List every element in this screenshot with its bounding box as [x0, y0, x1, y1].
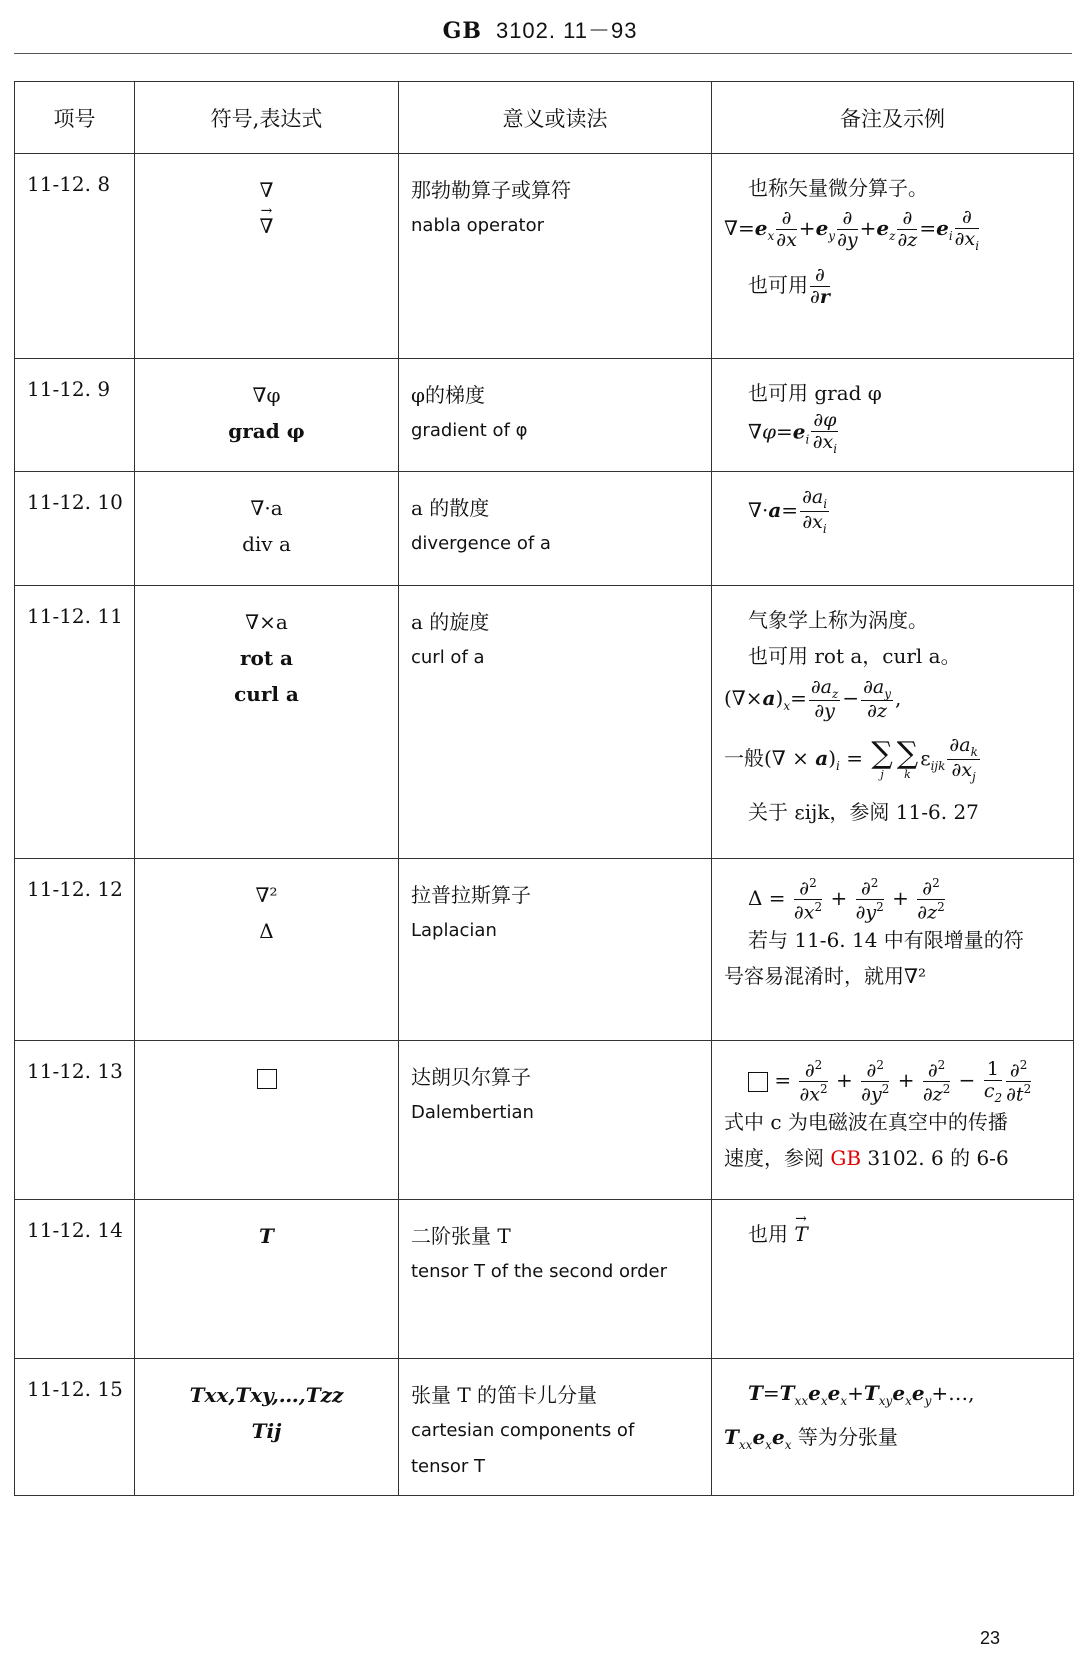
meaning-en: cartesian components of	[411, 1420, 635, 1441]
page-header	[0, 14, 1080, 45]
item-number: 11-12. 12	[15, 859, 135, 1041]
table-row	[15, 154, 1074, 359]
note-line: 也可用 $\frac{\partial}{\partial r}$	[748, 264, 830, 308]
note-line: 气象学上称为涡度。	[748, 608, 928, 632]
meaning-cell	[399, 1041, 712, 1200]
note-line: 也称矢量微分算子。	[748, 176, 928, 200]
symbol: ∇²	[255, 883, 278, 907]
meaning-en: tensor T of the second order	[411, 1261, 668, 1282]
table-row	[15, 359, 1074, 472]
note-line: 也可用 grad φ	[748, 381, 882, 405]
page-number: 23	[979, 1628, 1000, 1648]
notes-cell	[712, 154, 1074, 359]
notes-cell	[712, 586, 1074, 859]
symbol-cell	[135, 586, 399, 859]
item-number: 11-12. 13	[15, 1041, 135, 1200]
table-row	[15, 1359, 1074, 1496]
col-header-item: 项号	[15, 82, 135, 154]
symbol-cell	[135, 1200, 399, 1359]
symbol-cell	[135, 1359, 399, 1496]
table-header-row	[15, 82, 1074, 154]
meaning-cell	[399, 1200, 712, 1359]
symbols-table	[14, 81, 1074, 1496]
symbol: Txx,Txy,…,Tzz	[189, 1383, 344, 1407]
note-formula: $(\nabla\times a)_x=$ $\frac{\partial a_z}{\partial y}$ − $\frac{\partial a_y}{\partial z}$ ,	[724, 675, 902, 723]
note-line: $T_{xx}e_xe_x$ 等为分张量	[724, 1425, 898, 1452]
note-formula: = $\frac{\partial^2}{\partial x^2}$ + $\frac{\partial^2}{\partial y^2}$ + $\frac{\partial^2}{\partial z^2}$ − $\frac{1}{c_2}$ $\frac{\partial^2}{\partial t^2}$	[724, 1057, 1065, 1104]
notes-cell	[712, 359, 1074, 472]
symbol: ∇	[259, 178, 274, 202]
header-rule	[14, 53, 1072, 54]
symbol: Tij	[251, 1419, 282, 1443]
note-line: 若与 11-6. 14 中有限增量的符	[748, 928, 1024, 953]
square-symbol	[257, 1069, 277, 1089]
meaning-en: curl of a	[411, 647, 485, 668]
meaning-en: nabla operator	[411, 215, 545, 236]
meaning-cell	[399, 586, 712, 859]
meaning-cn: a 的散度	[411, 496, 490, 520]
meaning-cn: φ的梯度	[411, 383, 486, 407]
meaning-cn: 张量 T 的笛卡儿分量	[411, 1383, 598, 1407]
table-row	[15, 586, 1074, 859]
symbol: rot a	[239, 646, 294, 670]
symbol-cell	[135, 1041, 399, 1200]
notes-cell	[712, 472, 1074, 586]
meaning-en: Dalembertian	[411, 1102, 534, 1123]
item-number: 11-12. 11	[15, 586, 135, 859]
note-line: 速度，参阅 GB 3102. 6 的 6-6	[724, 1146, 1009, 1171]
note-formula: $\nabla\varphi=e_i$ $\frac{\partial\varphi}{\partial x_i}$	[748, 409, 838, 456]
meaning-cn: 那勃勒算子或算符	[411, 178, 571, 202]
notes-cell	[712, 1200, 1074, 1359]
symbol: → ∇	[135, 208, 398, 244]
col-header-notes: 备注及示例	[712, 82, 1074, 154]
meaning-cell	[399, 359, 712, 472]
meaning-en: tensor T	[411, 1456, 486, 1477]
note-line: 也用 → T	[724, 1216, 1065, 1252]
item-number: 11-12. 10	[15, 472, 135, 586]
meaning-cell	[399, 472, 712, 586]
table-row	[15, 472, 1074, 586]
symbol: ∇·a	[250, 496, 283, 520]
note-formula: $\nabla=e_x$ $\frac{\partial}{\partial x}$ $+e_y$ $\frac{\partial}{\partial y}$ $+e_z$ $\frac{\partial}{\partial z}$ $=e_i$ $\frac{\partial}{\partial x_i}$	[724, 205, 980, 253]
meaning-cell	[399, 1359, 712, 1496]
notes-cell	[712, 1041, 1074, 1200]
notes-cell	[712, 1359, 1074, 1496]
symbol	[135, 1059, 398, 1095]
symbol: Δ	[259, 919, 274, 943]
symbol-cell	[135, 859, 399, 1041]
gb-reference-link[interactable]: GB	[830, 1146, 862, 1171]
meaning-en: Laplacian	[411, 920, 497, 941]
note-line: 关于 εijk，参阅 11-6. 27	[748, 800, 979, 824]
table-row	[15, 859, 1074, 1041]
note-line: 号容易混淆时，就用∇²	[724, 964, 926, 989]
meaning-cell	[399, 154, 712, 359]
symbol-cell	[135, 154, 399, 359]
symbol: grad φ	[228, 419, 305, 443]
note-formula: ∇·a= $\frac{\partial a_i}{\partial x_i}$	[748, 486, 828, 536]
header-prefix: GB	[442, 18, 482, 44]
meaning-cn: 二阶张量 T	[411, 1224, 511, 1248]
col-header-meaning: 意义或读法	[399, 82, 712, 154]
table-row	[15, 1200, 1074, 1359]
item-number: 11-12. 9	[15, 359, 135, 472]
symbol: T	[259, 1224, 274, 1248]
meaning-cn: 拉普拉斯算子	[411, 883, 531, 907]
meaning-en: gradient of φ	[411, 420, 528, 441]
meaning-cn: 达朗贝尔算子	[411, 1065, 531, 1089]
header-code: 3102. 11－93	[495, 18, 638, 43]
notes-cell	[712, 859, 1074, 1041]
meaning-en: divergence of a	[411, 533, 551, 554]
item-number: 11-12. 15	[15, 1359, 135, 1496]
note-formula: Δ = $\frac{\partial^2}{\partial x^2}$ + $\frac{\partial^2}{\partial y^2}$ + $\frac{\partial^2}{\partial z^2}$	[748, 875, 945, 924]
symbol: div a	[242, 532, 291, 556]
symbol: ∇φ	[252, 383, 281, 407]
note-line: 式中 c 为电磁波在真空中的传播	[724, 1110, 1008, 1135]
note-formula: $T=T_{xx}e_xe_x+T_{xy}e_xe_y+\dots$,	[748, 1381, 975, 1408]
symbol-cell	[135, 472, 399, 586]
item-number: 11-12. 14	[15, 1200, 135, 1359]
symbol: ∇×a	[245, 610, 288, 634]
symbol-cell	[135, 359, 399, 472]
symbol: curl a	[234, 682, 299, 706]
table-row	[15, 1041, 1074, 1200]
col-header-symbol: 符号,表达式	[135, 82, 399, 154]
note-line: 也可用 rot a，curl a。	[748, 644, 961, 668]
meaning-cn: a 的旋度	[411, 610, 490, 634]
item-number: 11-12. 8	[15, 154, 135, 359]
meaning-cell	[399, 859, 712, 1041]
note-formula: 一般(∇ × $a)_i$ = ∑ j ∑ k $\varepsilon_{ijk}$ $\frac{\partial a_k}{\partial x_j}$	[724, 734, 978, 784]
